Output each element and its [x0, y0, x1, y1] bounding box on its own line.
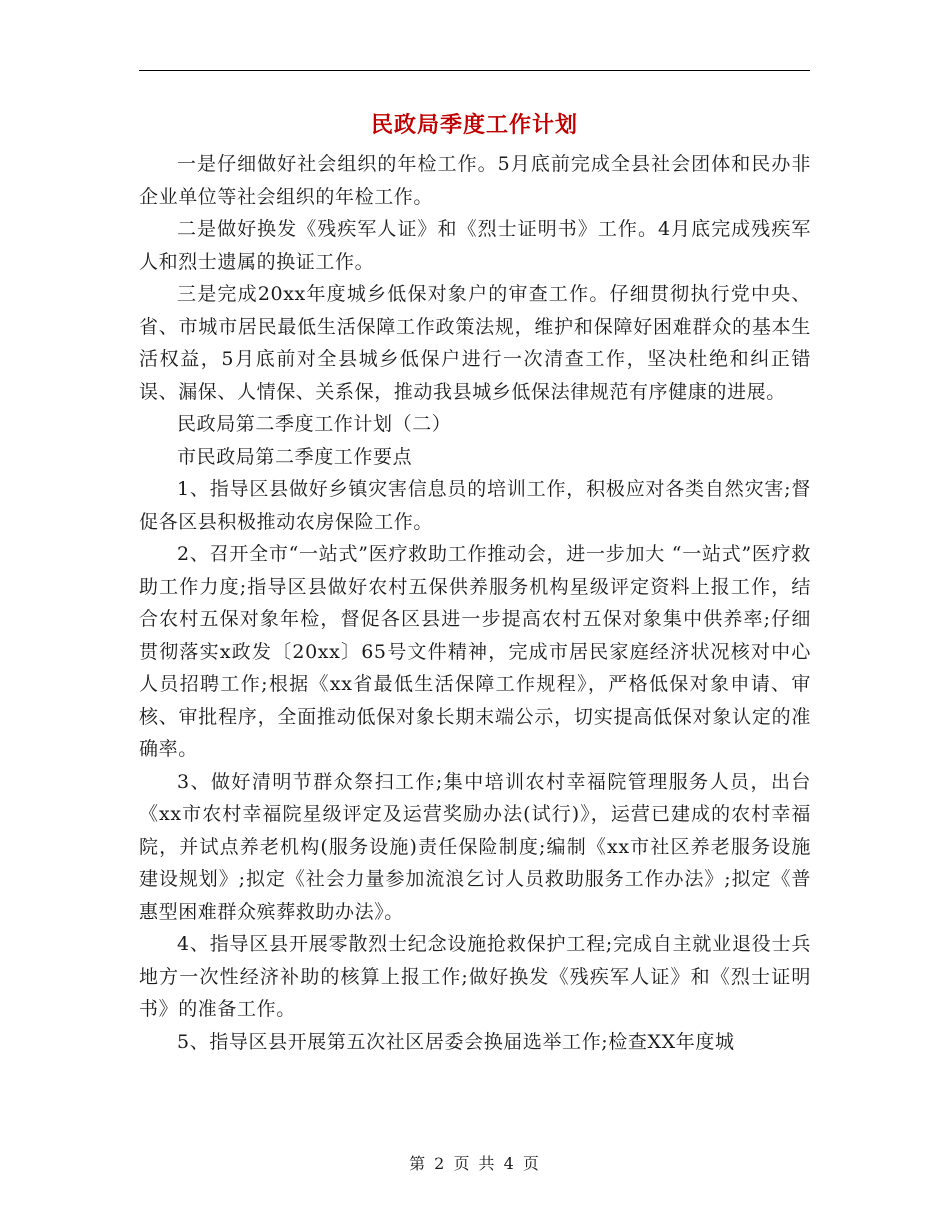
paragraph-1: 一是仔细做好社会组织的年检工作。5月底前完成全县社会团体和民办非企业单位等社会组织的年检工作。 — [139, 153, 811, 208]
section-subheading-key-points: 市民政局第二季度工作要点 — [177, 445, 413, 468]
list-item-1: 1、指导区县做好乡镇灾害信息员的培训工作，积极应对各类自然灾害;督促各区县积极推动农房保险工作。 — [139, 478, 811, 533]
paragraph-3: 三是完成20xx年度城乡低保对象户的审查工作。仔细贯彻执行党中央、省、市城市居民最低生活保障工作政策法规，维护和保障好困难群众的基本生活权益，5月底前对全县城乡低保户进行一次清查工作，坚决杜绝和纠正错误、漏保、人情保、关系保，推动我县城乡低保法律规范有序健康的进展。 — [139, 283, 811, 403]
page-number-footer: 第 2 页 共 4 页 — [409, 1154, 541, 1173]
list-item-3: 3、做好清明节群众祭扫工作;集中培训农村幸福院管理服务人员，出台《xx市农村幸福院星级评定及运营奖励办法(试行)》，运营已建成的农村幸福院，并试点养老机构(服务设施)责任保险制度;编制《xx市社区养老服务设施建设规划》;拟定《社会力量参加流浪乞讨人员救助服务工作办法》;拟定《普惠型困难群众殡葬救助办法》。 — [139, 770, 811, 923]
document-body — [139, 148, 811, 1058]
list-item-5: 5、指导区县开展第五次社区居委会换届选举工作;检查XX年度城 — [177, 1030, 735, 1053]
list-item-2: 2、召开全市“一站式”医疗救助工作推动会，进一步加大 “一站式”医疗救助工作力度;指导区县做好农村五保供养服务机构星级评定资料上报工作，结合农村五保对象年检，督促各区县进一步提高农村五保对象集中供养率;仔细贯彻落实x政发〔20xx〕65号文件精神，完成市居民家庭经济状况核对中心人员招聘工作;根据《xx省最低生活保障工作规程》，严格低保对象申请、审核、审批程序，全面推动低保对象长期末端公示，切实提高低保对象认定的准确率。 — [139, 543, 811, 760]
list-item-4: 4、指导区县开展零散烈士纪念设施抢救保护工程;完成自主就业退役士兵地方一次性经济补助的核算上报工作;做好换发《残疾军人证》和《烈士证明书》的准备工作。 — [139, 933, 811, 1020]
header-rule — [139, 70, 810, 71]
paragraph-2: 二是做好换发《残疾军人证》和《烈士证明书》工作。4月底完成残疾军人和烈士遗属的换证工作。 — [139, 218, 811, 273]
document-title: 民政局季度工作计划 — [370, 112, 578, 138]
section-heading-plan-two: 民政局第二季度工作计划（二） — [177, 413, 452, 435]
